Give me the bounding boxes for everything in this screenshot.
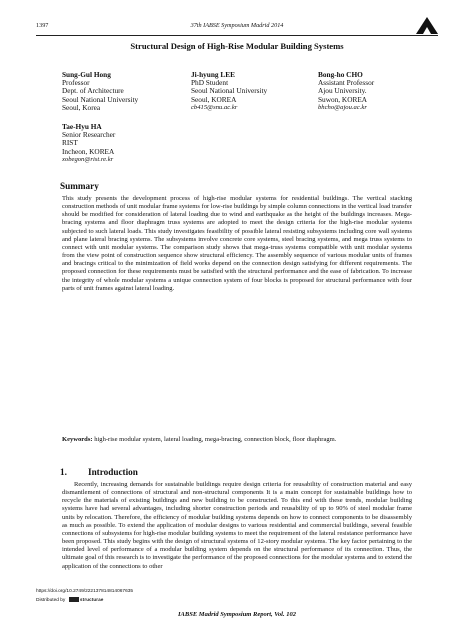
author-name: Tae-Hyu HA	[62, 122, 102, 131]
paper-title: Structural Design of High-Rise Modular Building Systems	[130, 41, 344, 51]
author-email: xobegon@rist.re.kr	[62, 155, 114, 163]
conference-name: 37th IABSE Symposium Madrid 2014	[190, 22, 284, 29]
author-block	[62, 123, 115, 164]
section-number: 1.	[60, 467, 67, 477]
structurae-logo-icon	[69, 597, 79, 602]
keywords-label: Keywords:	[62, 436, 93, 443]
author-email: cb415@snu.ac.kr	[191, 103, 238, 111]
doi-link[interactable]: https://doi.org/10.2749/222137814814067635	[36, 589, 134, 594]
author-block	[318, 71, 374, 112]
author-org: Seoul National University	[62, 94, 139, 104]
section-title: Introduction	[88, 467, 138, 477]
author-org: Incheon, KOREA	[62, 146, 115, 156]
keywords	[62, 436, 412, 444]
author-role: PhD Student	[191, 78, 229, 88]
introduction-paragraph: Recently, increasing demands for sustainable buildings require design criteria for reusability of construction material and easy dismantlement of connections of structural and non-structural components It is a main concept for sustainable buildings how to recycle the materials of existing buildings and new building to be constructed. To this end with these trends, modular building systems have had several advantages, including shorter construction periods and reusability of up to 90% of steel modular frame units by relocation. Therefore, the efficiency of modular building systems depends on how to connect components to be disassembly as much as possible. To extend the application of modular designs to various residential and commercial buildings, several feasible connections of subsystems for high-rise modular building systems to meet the requirement of the lateral resistance performance have been proposed. This study begins with the design of structural systems of 12-story modular systems. The key factor pertaining to the intended level of performance of a modular building system depends on the structural performance of its connection. Thus, the ultimate goal of this research is to investigate the performance of the proposed connections for the modular systems and to extend the application of the connections to other	[62, 481, 412, 570]
author-block	[191, 71, 267, 112]
distributor-name: structurae	[80, 597, 104, 602]
iabse-logo-icon	[414, 14, 440, 36]
author-dept: Seoul National University	[191, 86, 268, 96]
author-org: Seoul, KOREA	[191, 94, 237, 104]
page-header	[36, 22, 438, 36]
author-name: Sung-Gul Hong	[62, 70, 111, 79]
summary-heading-text: Summary	[60, 181, 99, 191]
distribution-note	[36, 597, 104, 603]
author-name: Ji-hyung LEE	[191, 70, 236, 79]
page-footer: IABSE Madrid Symposium Report, Vol. 102	[178, 611, 296, 618]
summary-paragraph: This study presents the development process of high-rise modular systems for residential buildings. The vertical stacking construction methods of unit modular frame systems for low-rise buildings by simple column connections in the vertical load transfer should be modified for consideration of lateral loading due to wind and earthquake as the height of the buildings increases. Mega-bracing systems and floor diaphragm truss systems are adopted to meet the design criteria for the high-rise modular systems subjected to such lateral loads. This study investigates feasibility of possible lateral resisting subsystems including core wall systems and plane lateral bracing systems. The subsystems involve concrete core systems, steel bracing systems, and mega truss systems to connect with unit modular systems. The comparison study shows that mega-truss systems compatible with unit modular systems from the view point of construction sequence show structural efficiency. The assembly sequence of various modular units of frames and bracings critical to the minimization of field works depend on the connection design satisfying for different requirements. The proposed connection for these requirements must be satisfied with the structural performance and the ease of fabrication. To increase the integrity of whole modular systems a unique connection system of four blocks is proposed for structural performance with four parts of unit frames against lateral loading.	[62, 195, 412, 292]
author-org: Suwon, KOREA	[318, 94, 368, 104]
author-dept: RIST	[62, 138, 78, 148]
author-role: Senior Researcher	[62, 130, 116, 140]
author-email: bhcho@ajou.ac.kr	[318, 103, 367, 111]
author-place: Seoul, Korea	[62, 102, 101, 112]
author-block	[62, 71, 138, 112]
author-dept: Dept. of Architecture	[62, 86, 124, 96]
header-rule	[36, 35, 438, 36]
author-dept: Ajou University.	[318, 86, 367, 96]
author-name: Bong-ho CHO	[318, 70, 363, 79]
distributed-by-label: Distributed by	[36, 597, 66, 603]
author-role: Assistant Professor	[318, 78, 375, 88]
page-number: 1397	[36, 22, 49, 29]
author-role: Professor	[62, 78, 90, 88]
keywords-text: high-rise modular system, lateral loading, mega-bracing, connection block, floor diaphragm.	[94, 436, 337, 443]
